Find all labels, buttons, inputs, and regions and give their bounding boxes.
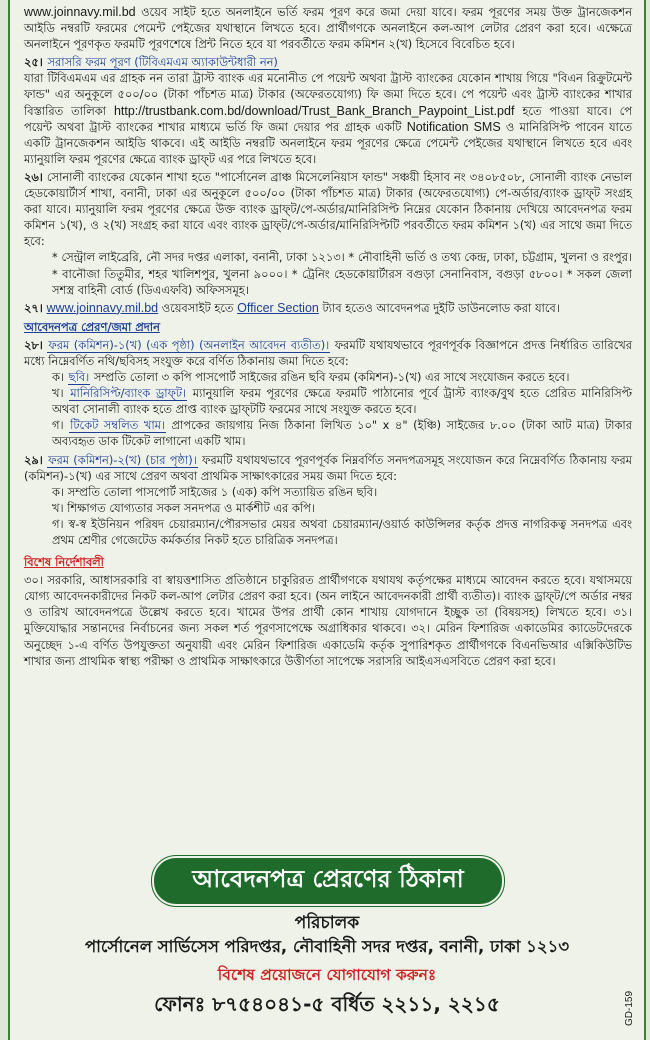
- item-28-title: ফরম (কমিশন)-১(খ) (এক পৃষ্ঠা) (অনলাইন আবেদন ব্যতীত)।: [48, 337, 330, 352]
- trustbank-link: http://trustbank.com.bd/download/Trust_Bank_Branch_Paypoint_List.pdf: [113, 103, 515, 118]
- phone-number: ফোনঃ ৮৭৫৪০৪১-৫ বর্ধিত ২২১১, ২২১৫: [154, 992, 500, 1016]
- item-26-addresses: * সেন্ট্রাল লাইব্রেরি, নৌ সদর দপ্তর এলাকা, বনানী, ঢাকা ১২১৩। * নৌবাহিনী ভর্তি ও তথ্য কেন্দ্র, ঢাকা, চট্টগ্রাম, খুলনা ও রংপুর। * বানৌজা তিতুমীর, শহর খালিশপুর, খুলনা ৯০০০। * ট্রেনিং হেডকোয়ার্টারস বগুড়া সেনানিবাস, বগুড়া ৫৮০০। * সকল জেলা সশস্ত্র বাহিনী বোর্ড (ডিএএফবি) অফিসসমূহ।: [52, 250, 632, 297]
- body-text: [24, 4, 632, 669]
- item-28: ২৮। ফরম (কমিশন)-১(খ) (এক পৃষ্ঠা) (অনলাইন আবেদন ব্যতীত)। ফরমটি যথাযথভাবে পূরণপূর্বক বিজ্ঞাপনে প্রদত্ত নির্ধারিত তারিখের মধ্যে নিম্নেবর্ণিত নথি/ছবিসহ সংযুক্ত করে বর্ণিত ঠিকানায় জমা দিতে হবে:: [24, 337, 632, 368]
- item-29-ka: ক। সম্প্রতি তোলা পাসপোর্ট সাইজের ১ (এক) কপি সত্যায়িত রঙিন ছবি।: [52, 484, 378, 499]
- item-25-body: যারা টিবিএমএম এর গ্রাহক নন তারা ট্রাস্ট ব্যাংক এর মনোনীত পে পয়েন্ট অথবা ট্রাস্ট ব্যাংকের যেকোন শাখায় গিয়ে "বিএন রিক্রুটমেন্ট ফান্ড" এর অনুকূলে ৫০০/০০ (টাকা পাঁচশত মাত্র) টাকার (অফেরতযোগ্য) ফি জমা দিতে হবে। পে পয়েন্ট এবং ট্রাস্ট ব্যাংকের শাখার বিস্তারিত তালিকা http://trustbank.com.bd/download/Trust_Bank_Branch_Paypoint_List.pdf হতে পাওয়া যাবে। পে পয়েন্ট অথবা ট্রাস্ট ব্যাংকের শাখার মাধ্যমে ভর্তি ফি জমা দেয়ার পর গ্রাহক একটি Notification SMS ও মানিরিসিপ্ট পাবেন যাতে একটি ট্রানজেকশন আইডি থাকবে। এই আইডি নম্বরটি অনলাইনে ফরম পূরণের ক্ষেত্রে পেমেন্ট পেইজের যথাস্থানে লিখতে হবে এবং ম্যানুয়ালি ফরম পূরণের ক্ষেত্রে ব্যাংক ড্রাফ্‌ট এর পরে লিখতে হবে।: [24, 71, 633, 166]
- item-29-title: ফরম (কমিশন)-২(খ) (চার পৃষ্ঠা)।: [48, 452, 197, 467]
- item-29-ga: গ। স্ব-স্ব ইউনিয়ন পরিষদ চেয়ারম্যান/পৌরসভার মেয়র অথবা চেয়ারম্যান/ওয়ার্ড কাউন্সিলর কর্তৃক প্রদত্ত নাগরিকত্ব সনদপত্র এবং প্রথম শ্রেণীর গেজেটেড কর্মকর্তার নিকট হতে চারিত্রিক সনদপত্র।: [52, 516, 632, 547]
- intro-paragraph: www.joinnavy.mil.bd ওয়েব সাইট হতে অনলাইনে ভর্তি ফরম পূরণ করে জমা দেয়া যাবে। ফরম পূরণের সময় উক্ত ট্রানজেকশন আইডি নম্বরটি ফরমের পেমেন্ট পেইজের যথাস্থানে লিখতে হবে। প্রার্থীগণকে অনলাইনে কল-আপ লেটার প্রেরণ করা হবে। এক্ষেত্রে অনলাইনে পূরণকৃত ফরমটি পূরণশেষে প্রিন্ট নিতে হবে যা পরবর্তীতে ফরম কমিশন ২(খ) হিসেবে বিবেচিত হবে।: [24, 5, 632, 52]
- item-30-32: ৩০। সরকারি, আধাসরকারি বা স্বায়ত্তশাসিত প্রতিষ্ঠানে চাকুরিরত প্রার্থীগণকে যথাযথ কর্তৃপক্ষের মাধ্যমে আবেদন করতে হবে। যথাসময়ে যোগ্য আবেদনকারীদের নিকট কল-আপ লেটার প্রেরণ করা হবে। (অন লাইনে আবেদনকারী প্রার্থী ব্যতীত)। ব্যাংক ড্রাফ্‌ট/পে অর্ডার নম্বর ও তারিখ আবেদনপত্রে উল্লেখ করতে হবে। খামের উপর প্রার্থী কোন শাখায় যোগদানে ইচ্ছুক তা (বিষয়সহ) লিখতে হবে। ৩১। মুক্তিযোদ্ধার সন্তানদের নির্বাচনের জন্য সকল শর্ত পূরণসাপেক্ষে অগ্রাধিকার থাকবে। ৩২। মেরিন ফিশারিজ একাডেমির ক্যাডেটদেরকে অনুচ্ছেদ ১-এ বর্ণিত উপযুক্ততা অনুযায়ী এবং মেরিন ফিশারিজ একাডেমি কর্তৃক সুপারিশকৃত প্রার্থীগণকে বিএনভিআর এক্সিকিউটিভ শাখার জন্য প্রাথমিক স্বাস্থ্য পরীক্ষা ও প্রাথমিক সাক্ষাৎকারে উত্তীর্ণতা সাপেক্ষে সরাসরি আইএসএসবিতে প্রেরণ করা হবে।: [24, 573, 632, 668]
- item-28-ka: ক। ছবি। সম্প্রতি তোলা ৩ কপি পাসপোর্ট সাইজের রঙিন ছবি ফরম (কমিশন)-১(খ) এর সাথে সংযোজন করতে হবে।: [52, 370, 570, 385]
- contact-label: বিশেষ প্রয়োজনে যোগাযোগ করুনঃ: [217, 966, 437, 984]
- item-28-kha: খ। মানিরিসিপ্ট/ব্যাংক ড্রাফ্‌ট। ম্যানুয়ালি ফরম পূরণের ক্ষেত্রে ফরমটি পাঠানোর পূর্বে ট্রাস্ট ব্যাংক/বুথ হতে প্রেরিত মানিরিসিপ্ট অথবা সোনালী ব্যাংক হতে প্রাপ্ত ব্যাংক ড্রাফ্‌টটি ফরমের সাথে সংযুক্ত করতে হবে।: [52, 386, 632, 417]
- item-25: ২৫। সরাসরি ফরম পূরণ (টিবিএমএম অ্যাকাউন্টধারী নন): [24, 55, 278, 70]
- ad-code: GD-159: [623, 990, 635, 1026]
- advertisement-page: [8, 0, 646, 1040]
- officer-section-label: Officer Section: [237, 300, 319, 315]
- item-25-title: সরাসরি ফরম পূরণ (টিবিএমএম অ্যাকাউন্টধারী নন): [47, 55, 278, 70]
- website-url-2: www.joinnavy.mil.bd: [46, 300, 159, 315]
- item-29-kha: খ। শিক্ষাগত যোগ্যতার সকল সনদপত্র ও মার্কশীট এর কপি।: [52, 500, 315, 515]
- submission-heading: আবেদনপত্র প্রেরণ/জমা প্রদান: [24, 319, 160, 334]
- item-29: ২৯। ফরম (কমিশন)-২(খ) (চার পৃষ্ঠা)। ফরমটি যথাযথভাবে পূরণপূর্বক নিম্নবর্ণিত সনদপত্রসমূহ সংযোজন করে নিম্নেবর্ণিত ঠিকানায় ফরম (কমিশন)-১(খ) এর সাথে প্রেরণ অথবা প্রাথমিক সাক্ষাৎকারের সময় জমা দিতে হবে:: [24, 452, 632, 483]
- item-27: ২৭। www.joinnavy.mil.bd ওয়েবসাইট হতে Officer Section ট্যাব হতেও আবেদনপত্র দুইটি ডাউনলোড করা যাবে।: [24, 300, 560, 315]
- mailing-address: পার্সোনেল সার্ভিসেস পরিদপ্তর, নৌবাহিনী সদর দপ্তর, বনানী, ঢাকা ১২১৩: [84, 937, 570, 956]
- item-26: ২৬। সোনালী ব্যাংকের যেকোন শাখা হতে "পার্সোনেল ব্রাঞ্চ মিসেলেনিয়াস ফান্ড" সঞ্চয়ী হিসাব নং ৩৪০৮৫০৮, সোনালী ব্যাংক নেভাল হেডকোয়ার্টার্স শাখা, বনানী, ঢাকা এর অনুকূলে ৫০০/০০ (টাকা পাঁচশত মাত্র) টাকার (অফেরতযোগ্য) পে-অর্ডার/ব্যাংক ড্রাফ্‌ট সংগ্রহ করা যাবে। ম্যানুয়ালি ফরম পূরণের ক্ষেত্রে উক্ত ব্যাংক ড্রাফ্‌ট/পে-অর্ডার/মানিরিসিপ্ট নিম্নের যেকোন ঠিকানায় দেখিয়ে আবেদনপত্র ফরম কমিশন ১(খ), ও ২(খ) সংগ্রহ করা যাবে এবং ব্যাংক ড্রাফ্‌ট/পে-অর্ডার/মানিরিসিপ্টটি পরবর্তীতে ফরম কমিশন ১(খ) এর সাথে জমা দিতে হবে:: [24, 169, 632, 249]
- special-instructions-heading: বিশেষ নির্দেশাবলী: [24, 555, 104, 570]
- website-url: www.joinnavy.mil.bd: [24, 5, 136, 19]
- item-28-ga: গ। টিকেট সম্বলিত খাম। প্রাপকের জায়গায় নিজ ঠিকানা লিখিত ১০" x ৪" (ইঞ্চি) সাইজের ৮.০০ (টাকা আট মাত্র) টাকার অব্যবহৃত ডাক টিকেট লাগানো একটি খাম।: [52, 418, 632, 449]
- director-title: পরিচালক: [294, 913, 360, 933]
- address-banner: আবেদনপত্র প্রেরণের ঠিকানা: [156, 860, 500, 902]
